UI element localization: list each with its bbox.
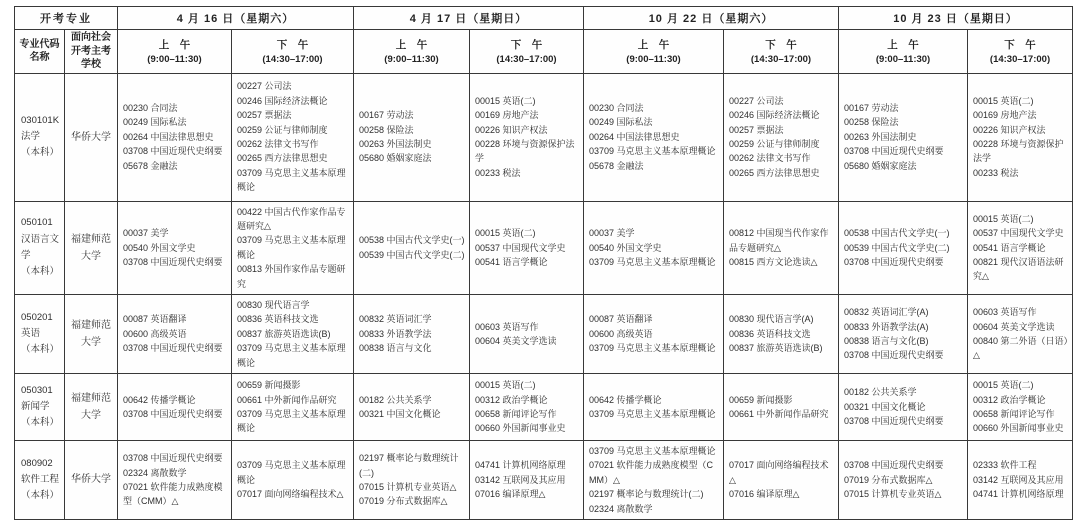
course-cell — [118, 294, 232, 373]
course-item: 00661 中外新闻作品研究 — [237, 394, 337, 405]
course-item: 00015 英语(二) — [973, 95, 1034, 106]
school-cell — [65, 201, 118, 294]
course-item: 00246 国际经济法概论 — [729, 110, 820, 121]
course-item: 00265 西方法律思想史 — [729, 167, 820, 178]
course-item: 03708 中国近现代史纲要 — [123, 408, 223, 419]
course-item: 04741 计算机网络原理 — [475, 460, 566, 471]
school-cell — [65, 294, 118, 373]
course-cell — [470, 373, 584, 440]
course-item: 03142 互联网及其应用 — [475, 474, 566, 485]
course-cell — [354, 294, 470, 373]
course-item: 00600 高级英语 — [589, 328, 653, 339]
major-level: （本科） — [21, 265, 60, 277]
date-header-oct22: 10 月 22 日（星期六） — [584, 7, 839, 30]
course-item: 00265 西方法律思想史 — [237, 153, 328, 164]
course-item: 00537 中国现代文学史 — [973, 228, 1064, 239]
date-header-apr17: 4 月 17 日（星期日） — [354, 7, 584, 30]
course-item: 03709 马克思主义基本原理概论 — [589, 146, 716, 157]
course-cell — [839, 294, 968, 373]
session-label: 上 午 — [637, 39, 670, 52]
course-item: 00169 房地产法 — [973, 110, 1037, 121]
course-item: 03142 互联网及其应用 — [973, 474, 1064, 485]
course-item: 07016 编译原理△ — [475, 489, 546, 500]
course-item: 05680 婚姻家庭法 — [359, 153, 432, 164]
course-item: 00087 英语翻译 — [123, 314, 187, 325]
course-item: 00015 英语(二) — [475, 95, 536, 106]
major-code-cell — [15, 373, 65, 440]
course-item: 00230 合同法 — [589, 102, 644, 113]
course-item: 00169 房地产法 — [475, 110, 539, 121]
course-item: 00246 国际经济法概论 — [237, 95, 328, 106]
major-name: 汉语言文学 — [21, 233, 60, 261]
course-item: 03708 中国近现代史纲要 — [844, 460, 944, 471]
course-item: 00167 劳动法 — [359, 110, 414, 121]
session-label: 上 午 — [158, 39, 191, 52]
course-item: 00037 美学 — [589, 228, 635, 239]
school-cell — [65, 373, 118, 440]
major-name: 英语 — [21, 327, 41, 339]
course-item: 00830 现代语言学 — [237, 299, 310, 310]
date-header-apr16: 4 月 16 日（星期六） — [118, 7, 354, 30]
session-time: (14:30–17:00) — [750, 54, 812, 66]
course-cell — [354, 373, 470, 440]
course-cell — [232, 440, 354, 519]
course-item: 00312 政治学概论 — [973, 394, 1046, 405]
course-cell — [354, 201, 470, 294]
date-header-oct23: 10 月 23 日（星期日） — [839, 7, 1073, 30]
course-item: 03708 中国近现代史纲要 — [844, 350, 944, 361]
course-item: 00182 公共关系学 — [844, 387, 917, 398]
school-name: 福建师范大学 — [71, 233, 111, 262]
course-cell — [968, 373, 1073, 440]
session-header-row — [15, 30, 1073, 74]
course-item: 03708 中国近现代史纲要 — [844, 416, 944, 427]
course-item: 00233 税法 — [973, 167, 1019, 178]
exam-schedule-table — [14, 6, 1073, 520]
course-item: 00837 旅游英语选读(B) — [729, 343, 823, 354]
table-row — [15, 294, 1073, 373]
major-level: （本科） — [21, 344, 60, 356]
course-item: 00642 传播学概论 — [589, 394, 662, 405]
course-cell — [724, 73, 839, 201]
course-item: 05678 金融法 — [589, 160, 644, 171]
course-item: 00321 中国文化概论 — [359, 408, 441, 419]
session-time: (14:30–17:00) — [496, 54, 557, 66]
session-time: (14:30–17:00) — [989, 54, 1051, 66]
course-item: 00259 公证与律师制度 — [729, 139, 820, 149]
course-item: 00659 新闻摄影 — [237, 380, 301, 391]
session-header-apr16-pm — [232, 30, 354, 74]
course-item: 00167 劳动法 — [844, 102, 899, 113]
course-cell — [584, 373, 724, 440]
course-item: 00228 环境与资源保护法学 — [475, 139, 575, 164]
session-time: (14:30–17:00) — [262, 54, 323, 66]
course-item: 00838 语言与文化(B) — [844, 335, 929, 346]
course-cell — [724, 440, 839, 519]
course-item: 00015 英语(二) — [973, 380, 1034, 391]
course-item: 03709 马克思主义基本原理概论 — [237, 408, 346, 434]
course-item: 00015 英语(二) — [973, 213, 1034, 224]
course-item: 00541 语言学概论 — [475, 256, 548, 267]
course-item: 00537 中国现代文学史 — [475, 242, 566, 253]
course-item: 00840 第二外语（日语）△ — [973, 335, 1069, 361]
course-item: 00812 中国现当代作家作品专题研究△ — [729, 228, 829, 253]
course-item: 00836 英语科技文选 — [729, 328, 811, 339]
course-item: 03708 中国近现代史纲要 — [123, 343, 223, 354]
major-code-cell — [15, 73, 65, 201]
course-item: 00227 公司法 — [729, 95, 784, 106]
course-item: 03708 中国近现代史纲要 — [844, 256, 944, 267]
course-item: 00604 英美文学选读 — [973, 321, 1055, 332]
course-item: 07016 编译原理△ — [729, 489, 800, 500]
course-cell — [839, 73, 968, 201]
course-item: 03708 中国近现代史纲要 — [123, 256, 223, 267]
course-cell — [584, 440, 724, 519]
course-item: 02197 概率论与数理统计(二) — [359, 453, 459, 478]
course-item: 07019 分布式数据库△ — [844, 474, 933, 485]
course-item: 00226 知识产权法 — [475, 124, 548, 135]
session-header-oct22-am — [584, 30, 724, 74]
course-cell — [968, 294, 1073, 373]
course-cell — [232, 373, 354, 440]
course-item: 00658 新闻评论写作 — [475, 408, 557, 419]
session-header-oct23-am — [839, 30, 968, 74]
course-cell — [584, 294, 724, 373]
course-item: 07021 软件能力成熟度模型（CMM）△ — [123, 481, 223, 507]
course-item: 00832 英语词汇学(A) — [844, 307, 929, 318]
course-item: 00230 合同法 — [123, 102, 178, 113]
course-item: 00659 新闻摄影 — [729, 394, 793, 405]
course-item: 07017 面向网络编程技术△ — [729, 460, 829, 485]
course-item: 03709 马克思主义基本原理概论 — [237, 235, 346, 260]
course-item: 00249 国际私法 — [123, 117, 187, 128]
session-time: (9:00–11:30) — [384, 54, 439, 66]
course-item: 03709 马克思主义基本原理概论 — [589, 343, 716, 354]
course-item: 00540 外国文学史 — [589, 242, 662, 253]
course-item: 00258 保险法 — [359, 124, 414, 135]
course-cell — [118, 373, 232, 440]
table-header — [15, 7, 1073, 74]
course-item: 00015 英语(二) — [475, 228, 536, 239]
course-cell — [724, 294, 839, 373]
major-code: 050201 — [21, 311, 53, 323]
course-item: 00259 公证与律师制度 — [237, 124, 328, 135]
course-item: 00815 西方文论选读△ — [729, 256, 818, 267]
course-item: 00833 外语教学法 — [359, 328, 432, 339]
session-time: (9:00–11:30) — [875, 54, 931, 66]
date-header-row — [15, 7, 1073, 30]
course-item: 00422 中国古代作家作品专题研究△ — [237, 206, 346, 231]
course-item: 00321 中国文化概论 — [844, 401, 926, 412]
course-cell — [232, 201, 354, 294]
major-name: 软件工程 — [21, 473, 60, 485]
course-item: 00257 票据法 — [237, 110, 292, 121]
table-row — [15, 201, 1073, 294]
course-item: 00660 外国新闻事业史 — [973, 423, 1064, 434]
course-item: 03709 马克思主义基本原理概论 — [237, 167, 346, 193]
table-row — [15, 73, 1073, 201]
course-item: 00661 中外新闻作品研究 — [729, 408, 829, 419]
course-item: 03708 中国近现代史纲要 — [123, 146, 223, 157]
course-item: 00540 外国文学史 — [123, 242, 196, 253]
session-label: 上 午 — [395, 39, 428, 52]
course-item: 00264 中国法律思想史 — [589, 131, 680, 142]
major-code: 050301 — [21, 384, 53, 396]
session-header-oct23-pm — [968, 30, 1073, 74]
course-item: 00264 中国法律思想史 — [123, 131, 214, 142]
course-item: 00642 传播学概论 — [123, 394, 196, 405]
course-item: 05678 金融法 — [123, 160, 178, 171]
course-cell — [968, 73, 1073, 201]
course-item: 00263 外国法制史 — [844, 131, 917, 142]
course-item: 00539 中国古代文学史(二) — [844, 242, 950, 253]
major-code-cell — [15, 201, 65, 294]
session-label: 上 午 — [887, 39, 919, 52]
course-item: 00262 法律文书写作 — [729, 153, 811, 164]
major-code-cell — [15, 440, 65, 519]
course-item: 02324 离散数学 — [123, 467, 187, 478]
course-cell — [470, 440, 584, 519]
course-item: 02324 离散数学 — [589, 503, 653, 514]
course-cell — [968, 201, 1073, 294]
course-item: 00015 英语(二) — [475, 380, 536, 391]
course-item: 07017 面向网络编程技术△ — [237, 489, 344, 500]
course-cell — [968, 440, 1073, 519]
course-item: 00538 中国古代文学史(一) — [844, 228, 950, 239]
course-item: 00263 外国法制史 — [359, 139, 432, 149]
course-item: 05680 婚姻家庭法 — [844, 160, 917, 171]
school-cell — [65, 73, 118, 201]
course-cell — [118, 73, 232, 201]
school-name: 福建师范大学 — [71, 392, 111, 421]
course-item: 02197 概率论与数理统计(二) — [589, 489, 704, 500]
course-cell — [724, 201, 839, 294]
course-item: 00037 美学 — [123, 228, 169, 239]
course-item: 03709 马克思主义基本原理概论 — [589, 408, 716, 419]
course-cell — [724, 373, 839, 440]
major-column-header: 专业代码名称 — [15, 30, 65, 74]
course-item: 00258 保险法 — [844, 117, 899, 128]
schedule-body — [15, 73, 1073, 520]
course-cell — [839, 373, 968, 440]
course-item: 00603 英语写作 — [475, 321, 539, 332]
course-item: 07021 软件能力成熟度模型（CMM）△ — [589, 460, 714, 485]
course-item: 00838 语言与文化 — [359, 343, 432, 354]
course-item: 07019 分布式数据库△ — [359, 496, 448, 507]
major-code-cell — [15, 294, 65, 373]
session-label: 下 午 — [510, 39, 543, 52]
course-item: 00541 语言学概论 — [973, 242, 1046, 253]
course-item: 03709 马克思主义基本原理概论 — [237, 343, 346, 368]
school-cell — [65, 440, 118, 519]
course-item: 07015 计算机专业英语△ — [844, 489, 942, 500]
major-level: （本科） — [21, 490, 60, 502]
course-cell — [470, 201, 584, 294]
school-name: 华侨大学 — [71, 131, 111, 143]
course-item: 04741 计算机网络原理 — [973, 489, 1064, 500]
course-item: 00249 国际私法 — [589, 117, 653, 128]
course-item: 00660 外国新闻事业史 — [475, 423, 566, 434]
course-item: 03709 马克思主义基本原理概论 — [589, 445, 716, 456]
major-name: 新闻学 — [21, 400, 50, 412]
course-item: 00603 英语写作 — [973, 307, 1037, 318]
major-code: 050101 — [21, 217, 53, 229]
school-name: 华侨大学 — [71, 474, 111, 486]
course-item: 00830 现代语言学(A) — [729, 314, 814, 325]
course-item: 02333 软件工程 — [973, 460, 1037, 471]
course-cell — [354, 440, 470, 519]
session-header-apr17-pm — [470, 30, 584, 74]
table-row — [15, 373, 1073, 440]
major-level: （本科） — [21, 417, 60, 429]
course-item: 00257 票据法 — [729, 124, 784, 135]
course-item: 03708 中国近现代史纲要 — [123, 453, 223, 464]
course-item: 03709 马克思主义基本原理概论 — [589, 256, 716, 267]
course-item: 00539 中国古代文学史(二) — [359, 249, 465, 260]
course-item: 00538 中国古代文学史(一) — [359, 235, 465, 246]
session-time: (9:00–11:30) — [147, 54, 202, 66]
course-item: 00832 英语词汇学 — [359, 314, 432, 325]
course-item: 00813 外国作家作品专题研究 — [237, 264, 346, 289]
session-header-apr16-am — [118, 30, 232, 74]
course-item: 00833 外语教学法(A) — [844, 321, 929, 332]
course-item: 00836 英语科技文选 — [237, 314, 319, 325]
course-item: 00600 高级英语 — [123, 328, 187, 339]
course-item: 03708 中国近现代史纲要 — [844, 146, 944, 157]
course-item: 03709 马克思主义基本原理概论 — [237, 460, 346, 485]
course-item: 07015 计算机专业英语△ — [359, 481, 457, 492]
course-item: 00837 旅游英语选读(B) — [237, 328, 331, 339]
table-row — [15, 440, 1073, 519]
course-item: 00087 英语翻译 — [589, 314, 653, 325]
course-item: 00233 税法 — [475, 167, 521, 178]
course-item: 00604 英美文学选读 — [475, 335, 557, 346]
course-item: 00658 新闻评论写作 — [973, 408, 1055, 419]
course-cell — [584, 73, 724, 201]
course-cell — [354, 73, 470, 201]
session-label: 下 午 — [765, 39, 797, 52]
session-label: 下 午 — [1004, 39, 1036, 52]
session-header-oct22-pm — [724, 30, 839, 74]
major-code: 030101K — [21, 114, 60, 126]
course-item: 00821 现代汉语语法研究△ — [973, 256, 1064, 282]
course-cell — [232, 73, 354, 201]
course-cell — [118, 201, 232, 294]
major-level: （本科） — [21, 147, 60, 159]
course-cell — [470, 294, 584, 373]
course-cell — [584, 201, 724, 294]
major-code: 080902 — [21, 457, 53, 469]
course-item: 00226 知识产权法 — [973, 124, 1046, 135]
course-cell — [118, 440, 232, 519]
course-cell — [470, 73, 584, 201]
session-time: (9:00–11:30) — [626, 54, 681, 66]
course-item: 00228 环境与资源保护法学 — [973, 139, 1064, 164]
major-name: 法学 — [21, 130, 41, 142]
course-cell — [839, 201, 968, 294]
session-header-apr17-am — [354, 30, 470, 74]
course-item: 00227 公司法 — [237, 81, 292, 92]
corner-header: 开考专业 — [15, 7, 118, 30]
school-column-header: 面向社会开考主考学校 — [65, 30, 118, 74]
course-item: 00312 政治学概论 — [475, 394, 548, 405]
course-cell — [232, 294, 354, 373]
school-name: 福建师范大学 — [71, 319, 111, 348]
course-item: 00262 法律文书写作 — [237, 139, 319, 149]
course-cell — [839, 440, 968, 519]
session-label: 下 午 — [276, 39, 309, 52]
course-item: 00182 公共关系学 — [359, 394, 432, 405]
